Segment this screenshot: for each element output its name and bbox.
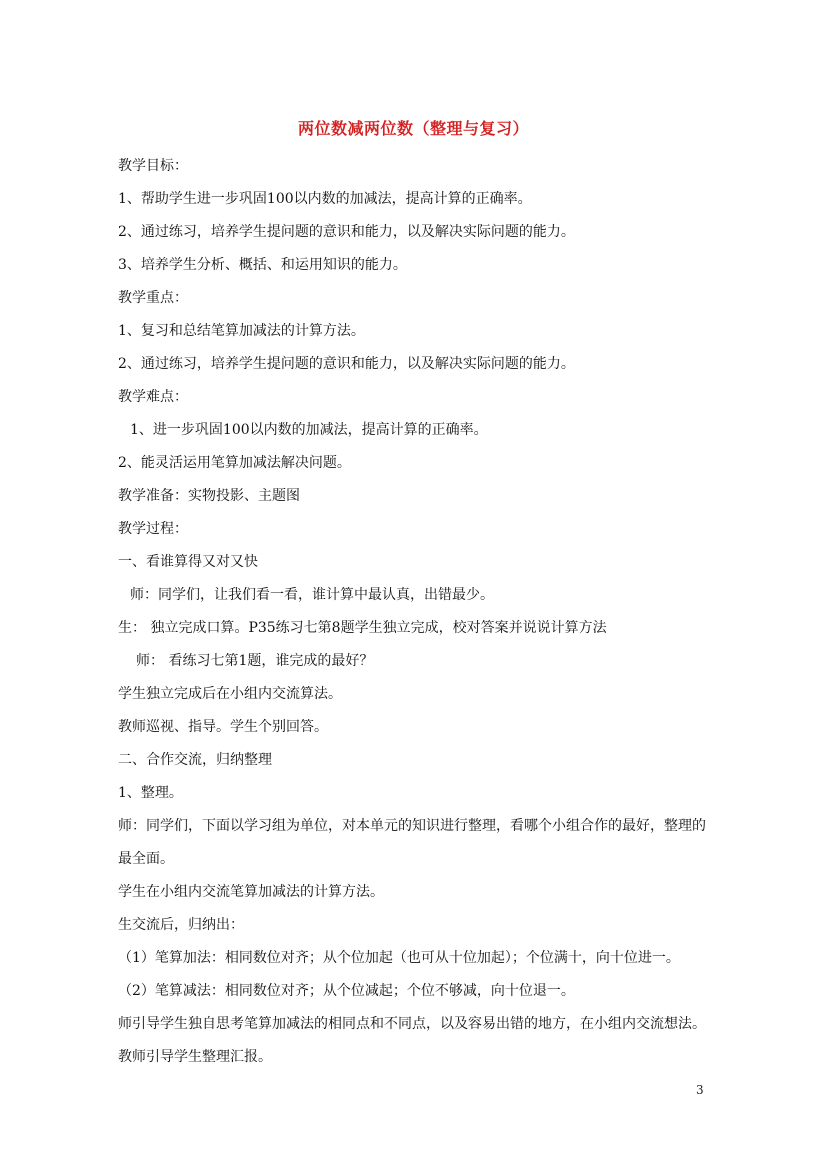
summary-intro-line: 生交流后，归纳出： (118, 917, 244, 933)
objective-item-2: 2、通过练习，培养学生提问题的意识和能力，以及解决实际问题的能力。 (118, 224, 575, 240)
teacher-line-2: 师： 看练习七第1题，谁完成的最好？ (136, 653, 374, 669)
student-exchange-line: 学生在小组内交流笔算加减法的计算方法。 (118, 884, 384, 900)
organize-heading: 1、整理。 (118, 785, 183, 801)
preparation-line: 教学准备：实物投影、主题图 (118, 488, 300, 504)
process-step-1-heading: 一、看谁算得又对又快 (118, 554, 258, 570)
reflection-paragraph: 师引导学生独自思考笔算加减法的相同点和不同点，以及容易出错的地方，在小组内交流想法。教师引导学生整理汇报。 (118, 1016, 706, 1065)
difficulty-item-1: 1、进一步巩固100以内数的加减法，提高计算的正确率。 (130, 422, 488, 438)
teacher-guidance-line: 教师巡视、指导。学生个别回答。 (118, 719, 328, 735)
key-point-item-1: 1、复习和总结笔算加减法的计算方法。 (118, 323, 365, 339)
teacher-line-1: 师：同学们，让我们看一看，谁计算中最认真，出错最少。 (130, 587, 494, 603)
document-body (118, 150, 708, 1074)
objective-item-3: 3、培养学生分析、概括、和运用知识的能力。 (118, 257, 407, 273)
process-step-2-heading: 二、合作交流，归纳整理 (118, 752, 272, 768)
teacher-organize-paragraph: 师：同学们，下面以学习组为单位，对本单元的知识进行整理，看哪个小组合作的最好，整理的最全面。 (118, 818, 706, 867)
addition-rule-line: （1）笔算加法：相同数位对齐；从个位加起（也可从十位加起）；个位满十，向十位进一。 (118, 950, 680, 966)
student-line-1: 生： 独立完成口算。P35练习七第8题学生独立完成，校对答案并说说计算方法 (118, 620, 607, 636)
section-heading-objectives: 教学目标： (118, 158, 188, 174)
key-point-item-2: 2、通过练习，培养学生提问题的意识和能力，以及解决实际问题的能力。 (118, 356, 575, 372)
page-title: 两位数减两位数（整理与复习） (297, 119, 529, 138)
section-heading-process: 教学过程： (118, 521, 188, 537)
section-heading-difficulties: 教学难点： (118, 389, 188, 405)
objective-item-1: 1、帮助学生进一步巩固100以内数的加减法，提高计算的正确率。 (118, 191, 532, 207)
subtraction-rule-line: （2）笔算减法：相同数位对齐；从个位减起；个位不够减，向十位退一。 (118, 983, 575, 999)
section-heading-key-points: 教学重点： (118, 290, 188, 306)
student-activity-line: 学生独立完成后在小组内交流算法。 (118, 686, 342, 702)
difficulty-item-2: 2、能灵活运用笔算加减法解决问题。 (118, 455, 351, 471)
page-number: 3 (696, 1083, 704, 1097)
